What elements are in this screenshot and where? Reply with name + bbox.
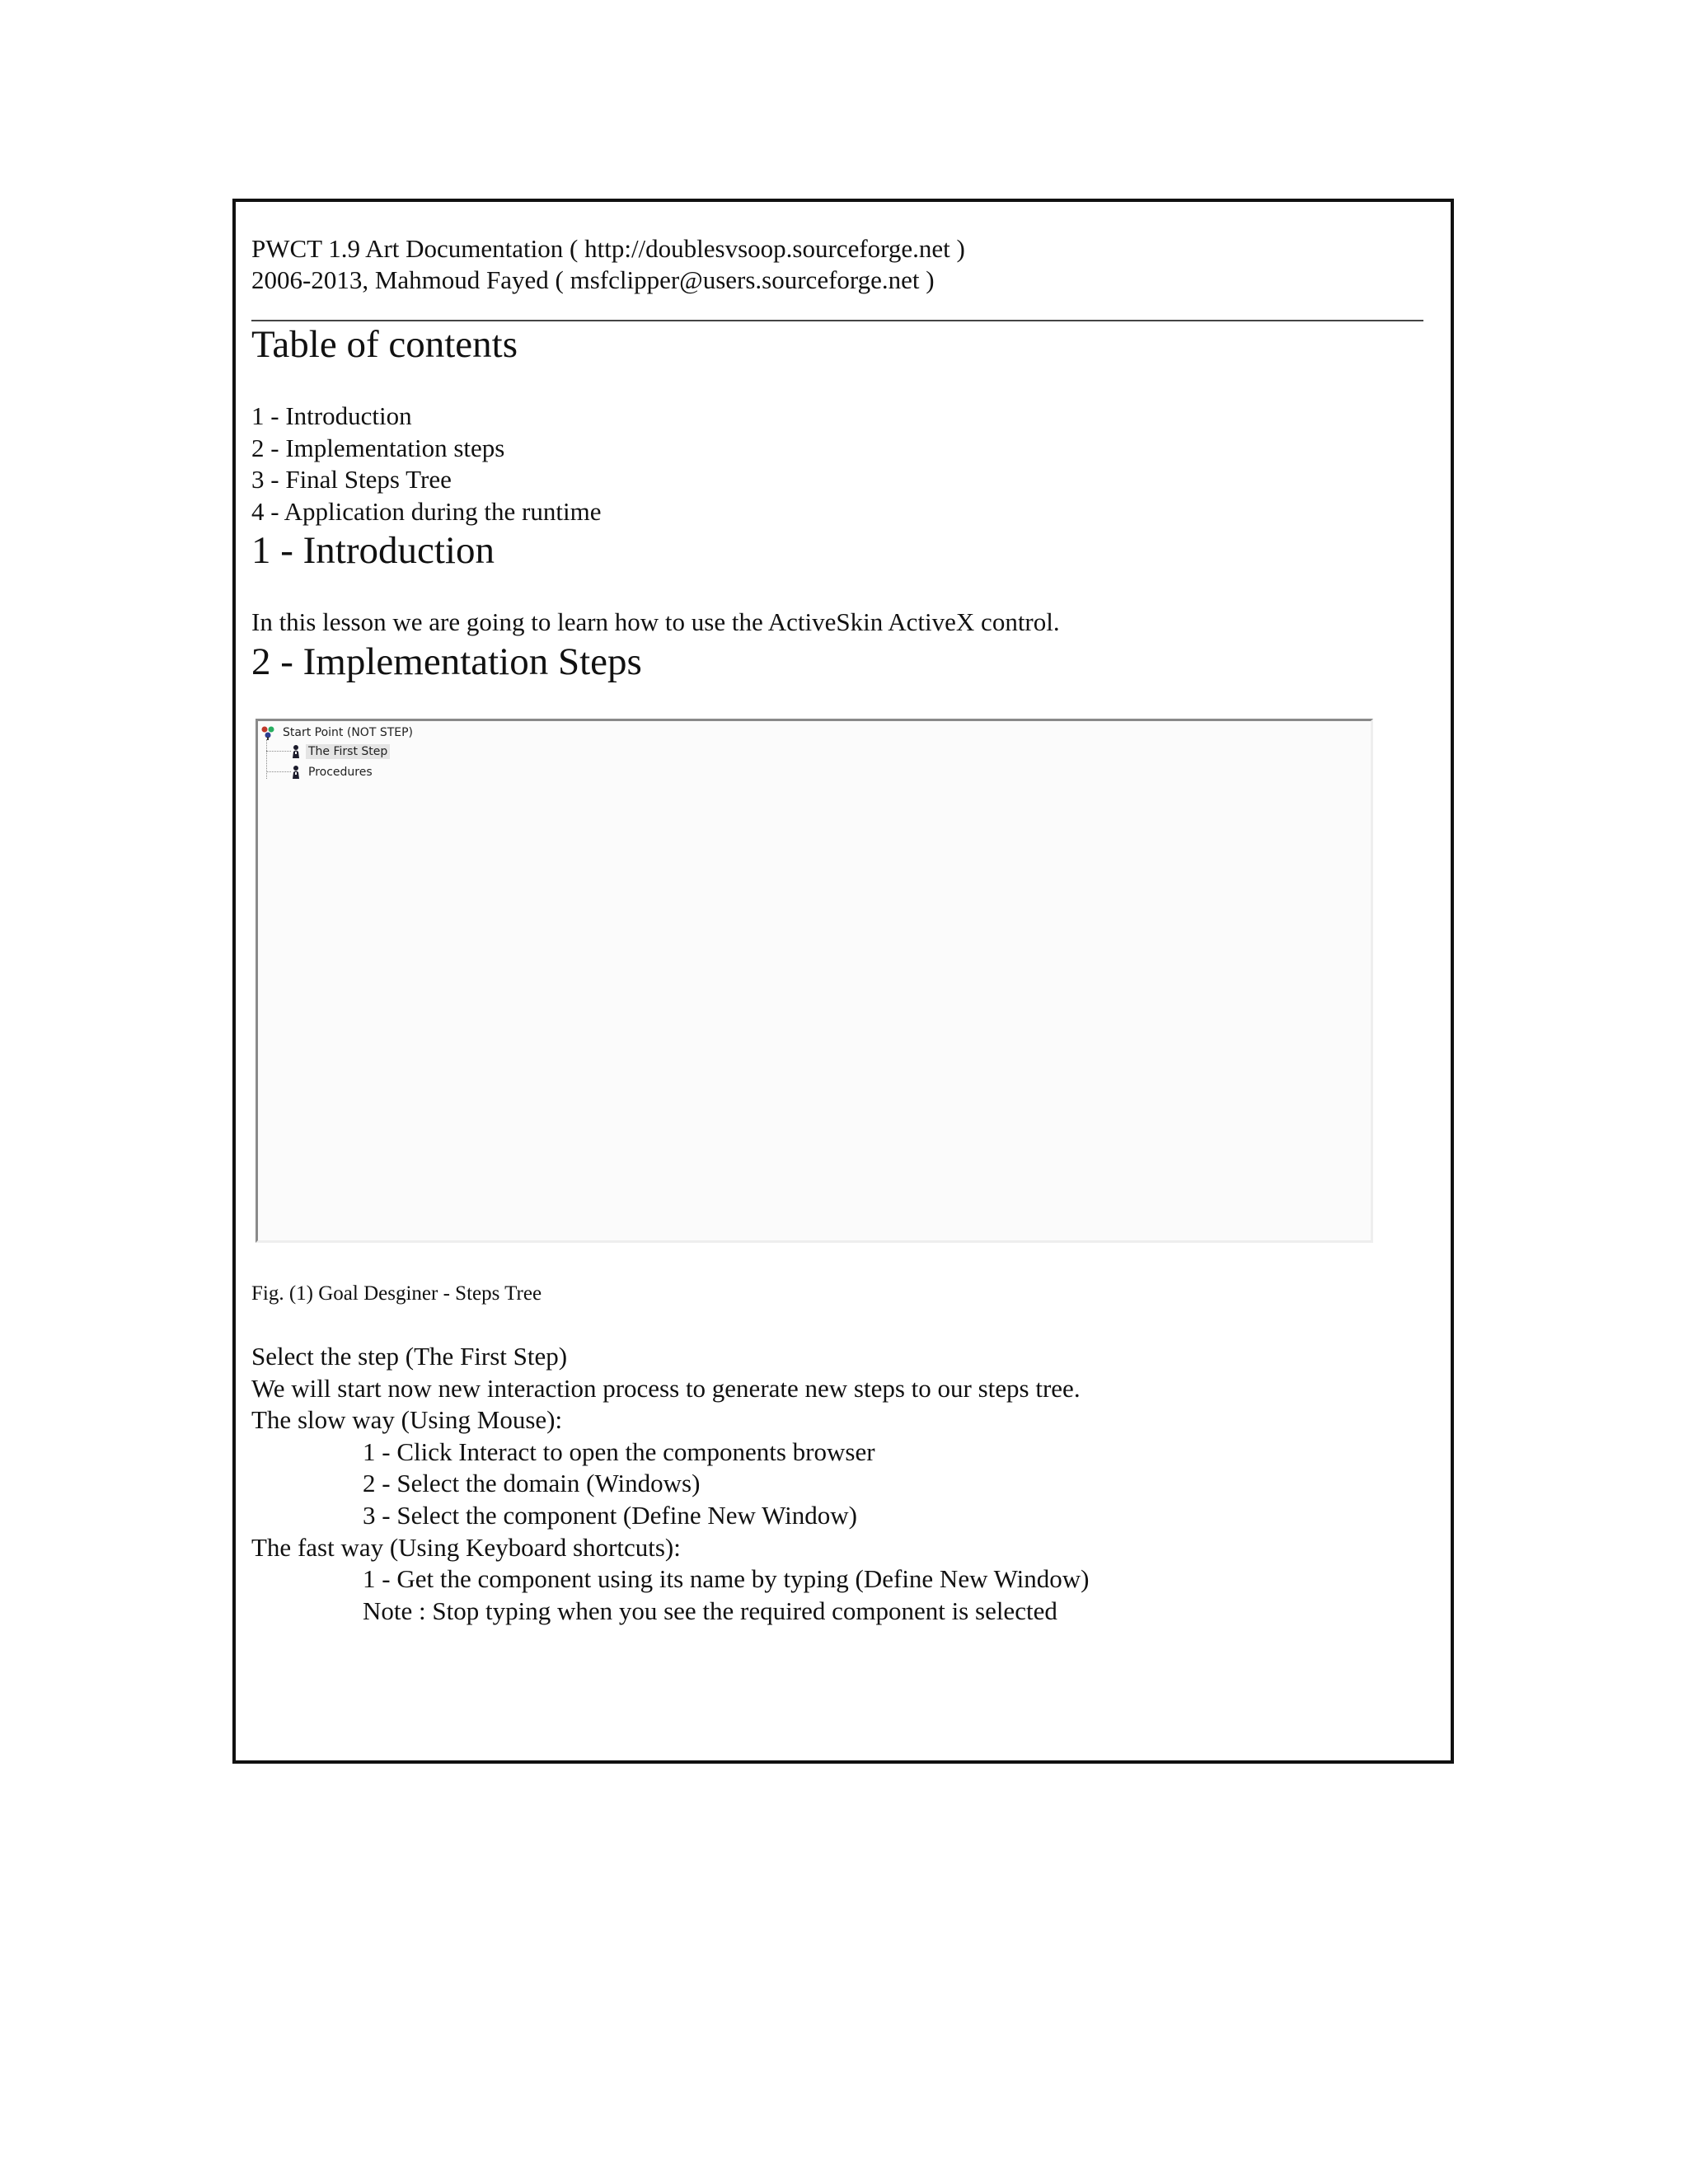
- tree-node-procedures[interactable]: [266, 763, 375, 781]
- step-line-start-interaction: We will start now new interaction process to generate new steps to our steps tree.: [251, 1373, 1081, 1403]
- document-content: [251, 233, 1423, 1627]
- slow-way-step-1: 1 - Click Interact to open the components browser: [363, 1436, 875, 1466]
- tree-root-label: Start Point (NOT STEP): [283, 725, 414, 739]
- step-icon: [291, 744, 301, 759]
- toc-item-application-runtime: 4 - Application during the runtime: [251, 496, 602, 526]
- step-icon: [291, 765, 301, 780]
- header-title-line: PWCT 1.9 Art Documentation ( http://doublesvsoop.sourceforge.net ): [251, 234, 965, 263]
- document-header: [251, 233, 1423, 296]
- tree-root-node[interactable]: [260, 724, 415, 742]
- toc-item-implementation-steps: 2 - Implementation steps: [251, 433, 505, 462]
- slow-way-step-2: 2 - Select the domain (Windows): [363, 1469, 701, 1498]
- implementation-steps-text: [251, 1341, 1423, 1627]
- step-line-select: Select the step (The First Step): [251, 1341, 568, 1371]
- introduction-text: In this lesson we are going to learn how to use the ActiveSkin ActiveX control.: [251, 607, 1060, 637]
- fast-way-step-1: 1 - Get the component using its name by typing (Define New Window): [363, 1564, 1090, 1594]
- toc-heading: Table of contents: [251, 323, 518, 366]
- fast-way-note: Note : Stop typing when you see the required component is selected: [363, 1596, 1057, 1625]
- slow-way-heading: The slow way (Using Mouse):: [251, 1405, 563, 1435]
- header-author-line: 2006-2013, Mahmoud Fayed ( msfclipper@users.sourceforge.net ): [251, 265, 935, 294]
- toc-item-final-steps-tree: 3 - Final Steps Tree: [251, 465, 452, 494]
- tree-node-label-first-step: The First Step: [306, 744, 390, 759]
- fast-way-heading: The fast way (Using Keyboard shortcuts):: [251, 1532, 681, 1562]
- tree-node-label-procedures: Procedures: [308, 765, 373, 779]
- steps-tree-screenshot: [256, 719, 1373, 1243]
- start-point-icon: [260, 725, 275, 740]
- implementation-heading: 2 - Implementation Steps: [251, 640, 642, 683]
- toc-item-introduction: 1 - Introduction: [251, 401, 412, 430]
- toc-list: [251, 401, 1423, 527]
- tree-node-first-step[interactable]: [266, 743, 390, 761]
- page-frame: [232, 199, 1454, 1764]
- introduction-heading: 1 - Introduction: [251, 529, 495, 573]
- figure-caption: Fig. (1) Goal Desginer - Steps Tree: [251, 1282, 542, 1305]
- slow-way-step-3: 3 - Select the component (Define New Window): [363, 1500, 857, 1530]
